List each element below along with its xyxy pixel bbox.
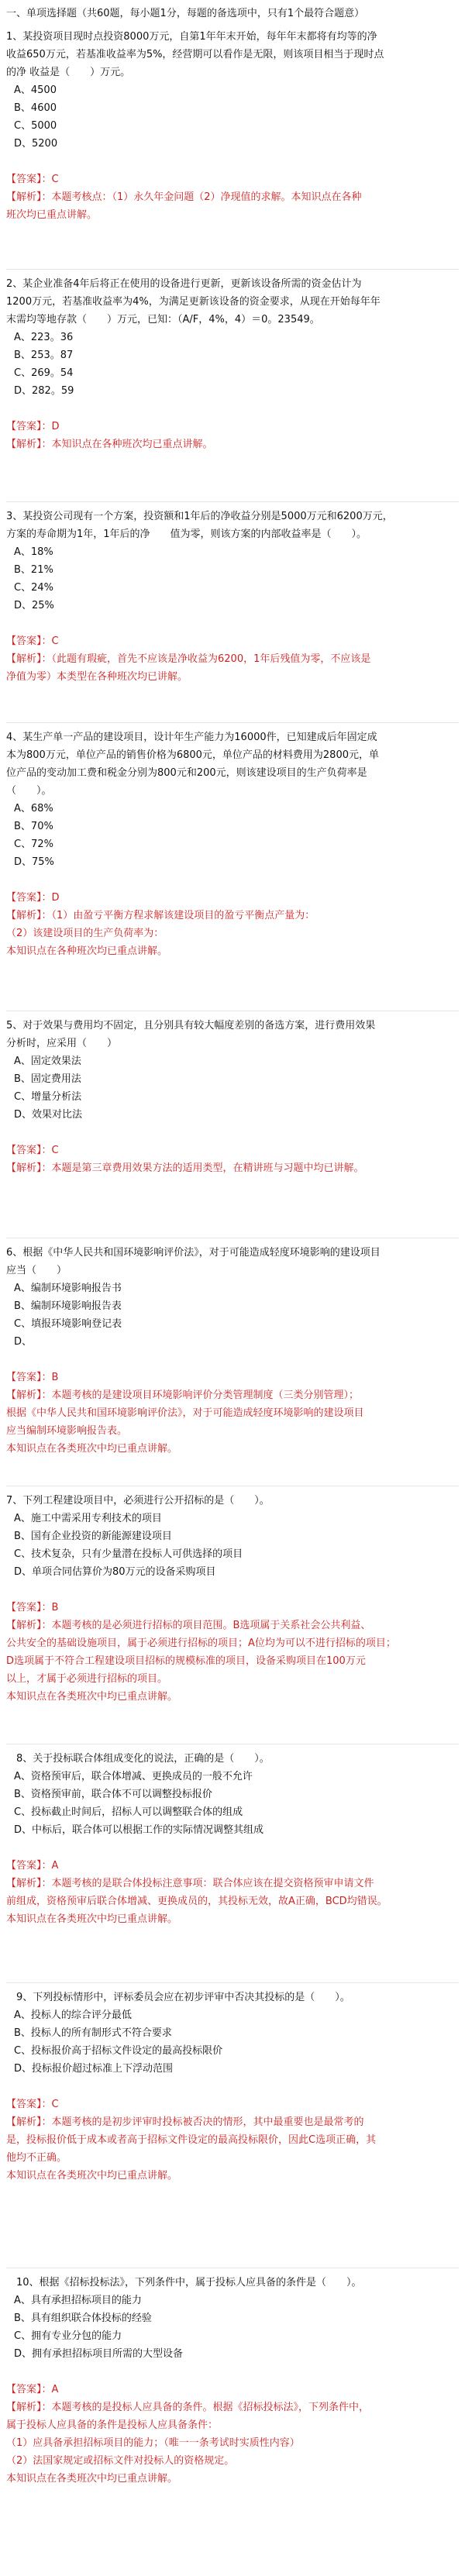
analysis-line — [6, 1440, 460, 1458]
answer-value: C — [51, 1145, 59, 1156]
option-item: A、编制环境影响报告书 — [14, 1283, 122, 1294]
answer-value: C — [51, 2099, 59, 2110]
analysis-label: 【解析】： — [6, 910, 52, 921]
analysis-text: 应当编制环境影响报告表。 — [6, 1425, 128, 1437]
analysis-text: 本知识点在各种班次均已重点讲解。 — [6, 945, 168, 957]
answer-line — [6, 1142, 460, 1159]
answer-label: 【答案】： — [6, 635, 52, 647]
question-stem-line: 1、某投资项目现时点投资8000万元，自第1年年末开始，每年年末都将有均等的净 — [6, 31, 377, 43]
analysis-line — [6, 1422, 460, 1440]
analysis-line — [6, 188, 460, 206]
option-item: C、拥有专业分包的能力 — [14, 2330, 122, 2342]
answer-label: 【答案】： — [6, 1860, 52, 1872]
analysis-line — [6, 668, 460, 686]
analysis-line — [6, 2434, 460, 2452]
analysis-text: 本知识点在各种班次均已重点讲解。 — [51, 439, 213, 450]
analysis-line — [6, 1875, 460, 1892]
analysis-line — [6, 1159, 460, 1177]
option-item: C、24% — [14, 582, 53, 594]
analysis-line — [6, 907, 460, 925]
answer-line — [6, 632, 460, 650]
analysis-text: 净值为零）本类型在各种班次均已讲解。 — [6, 671, 188, 683]
question-stem-line: 2、某企业准备4年后将正在使用的设备进行更新，更新该设备所需的资金估计为 — [6, 278, 362, 290]
analysis-line — [6, 650, 460, 668]
option-item: C、投标报价高于招标文件设定的最高投标限价 — [14, 2045, 223, 2057]
question-stem-line: 分析时，应采用（ ） — [6, 1038, 118, 1049]
option-item: A、68% — [14, 803, 53, 814]
answer-label: 【答案】： — [6, 1145, 52, 1156]
analysis-line — [6, 925, 460, 942]
analysis-text: 属于投标人应具备的条件是投标人应具备条件： — [6, 2419, 219, 2431]
analysis-line — [6, 1617, 460, 1634]
analysis-line — [6, 1386, 460, 1404]
option-item: C、技术复杂，只有少量潜在投标人可供选择的项目 — [14, 1548, 243, 1560]
question-divider — [6, 269, 459, 270]
option-item: B、253。87 — [14, 350, 74, 361]
analysis-text: 本知识点在各类班次中均已重点讲解。 — [6, 1443, 178, 1455]
option-item: A、投标人的综合评分最低 — [14, 2009, 132, 2021]
option-item: B、4600 — [14, 102, 57, 114]
question-stem-line: 7、下列工程建设项目中，必须进行公开招标的是（ ）。 — [6, 1495, 270, 1507]
spacer — [6, 1581, 460, 1599]
option-item: A、具有承担招标项目的能力 — [14, 2295, 142, 2306]
option-item: B、固定费用法 — [14, 1073, 81, 1085]
analysis-text: （2）该建设项目的生产负荷率为： — [6, 928, 164, 939]
option-item: D、投标报价超过标准上下浮动范围 — [14, 2063, 174, 2075]
analysis-line — [6, 2149, 460, 2167]
analysis-text: 前组成，资格预审后联合体增减、更换成员的，其投标无效，故A正确，BCD均错误。 — [6, 1896, 388, 1907]
analysis-text: 本题考核的是必须进行招标的项目范围。B选项属于关系社会公共利益、 — [51, 1620, 371, 1631]
analysis-text: 本题是第三章费用效果方法的适用类型，在精讲班与习题中均已讲解。 — [51, 1162, 364, 1174]
question-divider — [6, 501, 459, 502]
question-stem-line: 应当（ ） — [6, 1265, 67, 1276]
question-block — [6, 1017, 460, 1177]
option-item: B、资格预审前，联合体不可以调整投标报价 — [14, 1789, 212, 1800]
spacer — [6, 2363, 460, 2381]
answer-label: 【答案】： — [6, 2099, 52, 2110]
spacer — [6, 153, 460, 170]
analysis-label: 【解析】： — [6, 191, 52, 203]
analysis-label: 【解析】： — [6, 439, 52, 450]
question-stem-line: 10、根据《招标投标法》，下列条件中，属于投标人应具备的条件是（ ）。 — [6, 2277, 362, 2288]
answer-value: C — [51, 635, 59, 647]
analysis-line — [6, 1634, 460, 1652]
analysis-label: 【解析】： — [6, 1162, 52, 1174]
question-stem-line: 位产品的变动加工费和税金分别为800元和200元，则该建设项目的生产负荷率是 — [6, 767, 367, 779]
option-item: B、21% — [14, 564, 53, 576]
question-block — [6, 508, 460, 686]
question-block — [6, 1750, 460, 1928]
analysis-text: 本题考核的是建设项目环境影响评价分类管理制度（三类分别管理）； — [51, 1390, 360, 1401]
analysis-text: （1）由盈亏平衡方程求解该建设项目的盈亏平衡点产量为： — [51, 910, 315, 921]
option-item: A、223。36 — [14, 332, 74, 343]
question-block — [6, 28, 460, 224]
analysis-label: 【解析】： — [6, 2402, 52, 2413]
spacer — [6, 1839, 460, 1857]
option-item: C、5000 — [14, 120, 57, 132]
option-item: C、269。54 — [14, 367, 74, 379]
option-item: D、拥有承担招标项目所需的大型设备 — [14, 2348, 184, 2360]
question-stem-line: 8、关于投标联合体组成变化的说法，正确的是（ ）。 — [6, 1753, 270, 1765]
answer-value: A — [51, 2384, 59, 2395]
question-stem-line: 末需均等地存款（ ）万元，已知：（A/F，4%，4）＝0。23549。 — [6, 314, 320, 325]
analysis-line — [6, 2167, 460, 2185]
answer-line — [6, 1857, 460, 1875]
analysis-text: 本知识点在各类班次中均已重点讲解。 — [6, 2170, 178, 2182]
question-stem-line: 方案的寿命期为1年，1年后的净 值为零，则该方案的内部收益率是（ ）。 — [6, 529, 367, 540]
analysis-line — [6, 942, 460, 960]
analysis-label: 【解析】： — [6, 1878, 52, 1889]
option-item: B、70% — [14, 821, 53, 832]
answer-label: 【答案】： — [6, 892, 52, 904]
question-block — [6, 728, 460, 960]
analysis-text: D选项属于不符合工程建设项目招标的规模标准的项目，设备采购项目在100万元 — [6, 1655, 366, 1667]
analysis-text: 本题考核点：（1）永久年金问题（2）净现值的求解。本知识点在各种 — [51, 191, 362, 203]
option-item: B、国有企业投资的新能源建设项目 — [14, 1531, 172, 1542]
answer-line — [6, 2096, 460, 2113]
option-item: B、具有组织联合体投标的经验 — [14, 2313, 152, 2324]
analysis-line — [6, 2416, 460, 2434]
answer-line — [6, 2381, 460, 2399]
analysis-text: 以上，才属于必须进行招标的项目。 — [6, 1673, 168, 1685]
question-block — [6, 1244, 460, 1458]
question-stem-line: 5、对于效果与费用均不固定，且分别具有较大幅度差别的备选方案，进行费用效果 — [6, 1020, 376, 1031]
analysis-line — [6, 1670, 460, 1688]
question-stem-line: 6、根据《中华人民共和国环境影响评价法》，对于可能造成轻度环境影响的建设项目 — [6, 1247, 381, 1259]
question-stem-line: 收益650万元，若基准收益率为5%，经营期可以看作是无限，则该项目相当于现时点 — [6, 49, 384, 60]
spacer — [6, 615, 460, 632]
analysis-label: 【解析】： — [6, 1390, 52, 1401]
option-item: B、编制环境影响报告表 — [14, 1300, 122, 1312]
answer-line — [6, 418, 460, 436]
analysis-text: 他均不正确。 — [6, 2152, 67, 2164]
option-item: C、72% — [14, 839, 53, 850]
option-item: B、投标人的所有制形式不符合要求 — [14, 2027, 172, 2039]
question-stem-line: 1200万元，若基准收益率为4%，为满足更新该设备的资金要求，从现在开始每年年 — [6, 296, 381, 308]
question-block — [6, 1989, 460, 2185]
answer-line — [6, 1369, 460, 1386]
analysis-text: 本题考核的是投标人应具备的条件。根据《招标投标法》，下列条件中， — [51, 2402, 370, 2413]
option-item: A、资格预审后，联合体增减、更换成员的一般不允许 — [14, 1771, 253, 1782]
option-item: A、施工中需采用专利技术的项目 — [14, 1513, 162, 1524]
analysis-text: 本题考核的是联合体投标注意事项：联合体应该在提交资格预审申请文件 — [51, 1878, 374, 1889]
analysis-text: 是，投标报价低于成本或者高于招标文件设定的最高投标限价，因此C选项正确，其 — [6, 2134, 377, 2146]
analysis-text: 班次均已重点讲解。 — [6, 209, 98, 221]
answer-label: 【答案】： — [6, 421, 52, 432]
analysis-line — [6, 206, 460, 224]
analysis-text: 本知识点在各类班次中均已重点讲解。 — [6, 1913, 178, 1925]
answer-label: 【答案】： — [6, 2384, 52, 2395]
option-item: D、75% — [14, 856, 54, 868]
analysis-line — [6, 2131, 460, 2149]
question-block — [6, 275, 460, 453]
question-stem-line: 的净 收益是（ ）万元。 — [6, 67, 131, 78]
answer-value: C — [51, 174, 59, 185]
spacer — [6, 1351, 460, 1369]
analysis-line — [6, 1404, 460, 1422]
analysis-line — [6, 1910, 460, 1928]
question-stem-line: 本为800万元，单位产品的销售价格为6800元，单位产品的材料费用为2800元，单 — [6, 749, 379, 761]
analysis-text: （此题有瑕疵，首先不应该是净收益为6200，1年后残值为零，不应该是 — [51, 653, 371, 665]
analysis-text: 根据《中华人民共和国环境影响评价法》，对于可能造成轻度环境影响的建设项目 — [6, 1407, 364, 1419]
option-item: D、 — [14, 1336, 33, 1348]
answer-line — [6, 1599, 460, 1617]
question-divider — [6, 722, 459, 723]
spacer — [6, 1124, 460, 1142]
question-stem-line: 9、下列投标情形中，评标委员会应在初步评审中否决其投标的是（ ）。 — [6, 1992, 350, 2003]
option-item: C、填报环境影响登记表 — [14, 1318, 122, 1330]
analysis-text: 本题考核的是初步评审时投标被否决的情形，其中最重要也是最常考的 — [51, 2116, 364, 2128]
option-item: D、25% — [14, 600, 54, 611]
analysis-text: 本知识点在各类班次中均已重点讲解。 — [6, 2473, 178, 2485]
spacer — [6, 2078, 460, 2096]
analysis-text: 本知识点在各类班次中均已重点讲解。 — [6, 1691, 178, 1703]
question-stem-line: 4、某生产单一产品的建设项目，设计年生产能力为16000件，已知建成后年固定成 — [6, 732, 377, 743]
analysis-label: 【解析】： — [6, 2116, 52, 2128]
answer-value: B — [51, 1372, 59, 1383]
analysis-line — [6, 1688, 460, 1706]
answer-line — [6, 889, 460, 907]
analysis-line — [6, 2399, 460, 2416]
option-item: D、效果对比法 — [14, 1109, 83, 1121]
analysis-line — [6, 2113, 460, 2131]
analysis-line — [6, 2452, 460, 2470]
answer-label: 【答案】： — [6, 1602, 52, 1613]
question-block — [6, 2274, 460, 2488]
answer-value: D — [51, 421, 60, 432]
option-item: D、5200 — [14, 138, 58, 150]
option-item: A、18% — [14, 546, 53, 558]
question-block — [6, 1492, 460, 1706]
question-stem-line: （ ）。 — [6, 785, 52, 797]
analysis-text: （1）应具备承担招标项目的能力；（唯一一条考试时实质性内容） — [6, 2437, 300, 2449]
spacer — [6, 871, 460, 889]
question-stem-line: 3、某投资公司现有一个方案，投资额和1年后的净收益分别是5000万元和6200万元， — [6, 511, 393, 522]
option-item: C、投标截止时间后，招标人可以调整联合体的组成 — [14, 1806, 243, 1818]
analysis-line — [6, 1652, 460, 1670]
analysis-line — [6, 436, 460, 453]
option-item: C、增量分析法 — [14, 1091, 82, 1103]
option-item: D、单项合同估算价为80万元的设备采购项目 — [14, 1566, 216, 1578]
analysis-label: 【解析】： — [6, 653, 52, 665]
analysis-text: 公共安全的基础设施项目，属于必须进行招标的项目；A位均为可以不进行招标的项目； — [6, 1638, 396, 1649]
answer-value: B — [51, 1602, 59, 1613]
answer-label: 【答案】： — [6, 1372, 52, 1383]
option-item: D、282。59 — [14, 385, 74, 397]
analysis-line — [6, 1892, 460, 1910]
answer-value: A — [51, 1860, 59, 1872]
option-item: D、中标后，联合体可以根据工作的实际情况调整其组成 — [14, 1824, 264, 1836]
option-item: A、固定效果法 — [14, 1056, 81, 1067]
answer-line — [6, 170, 460, 188]
analysis-line — [6, 2470, 460, 2488]
analysis-text: （2）法国家规定或招标文件对投标人的资格规定。 — [6, 2455, 235, 2467]
spacer — [6, 400, 460, 418]
section-title: 一、单项选择题（共60题，每小题1分，每题的备选项中，只有1个最符合题意） — [6, 8, 365, 19]
analysis-label: 【解析】： — [6, 1620, 52, 1631]
answer-label: 【答案】： — [6, 174, 52, 185]
answer-value: D — [51, 892, 60, 904]
option-item: A、4500 — [14, 84, 57, 96]
question-divider — [6, 1982, 459, 1983]
